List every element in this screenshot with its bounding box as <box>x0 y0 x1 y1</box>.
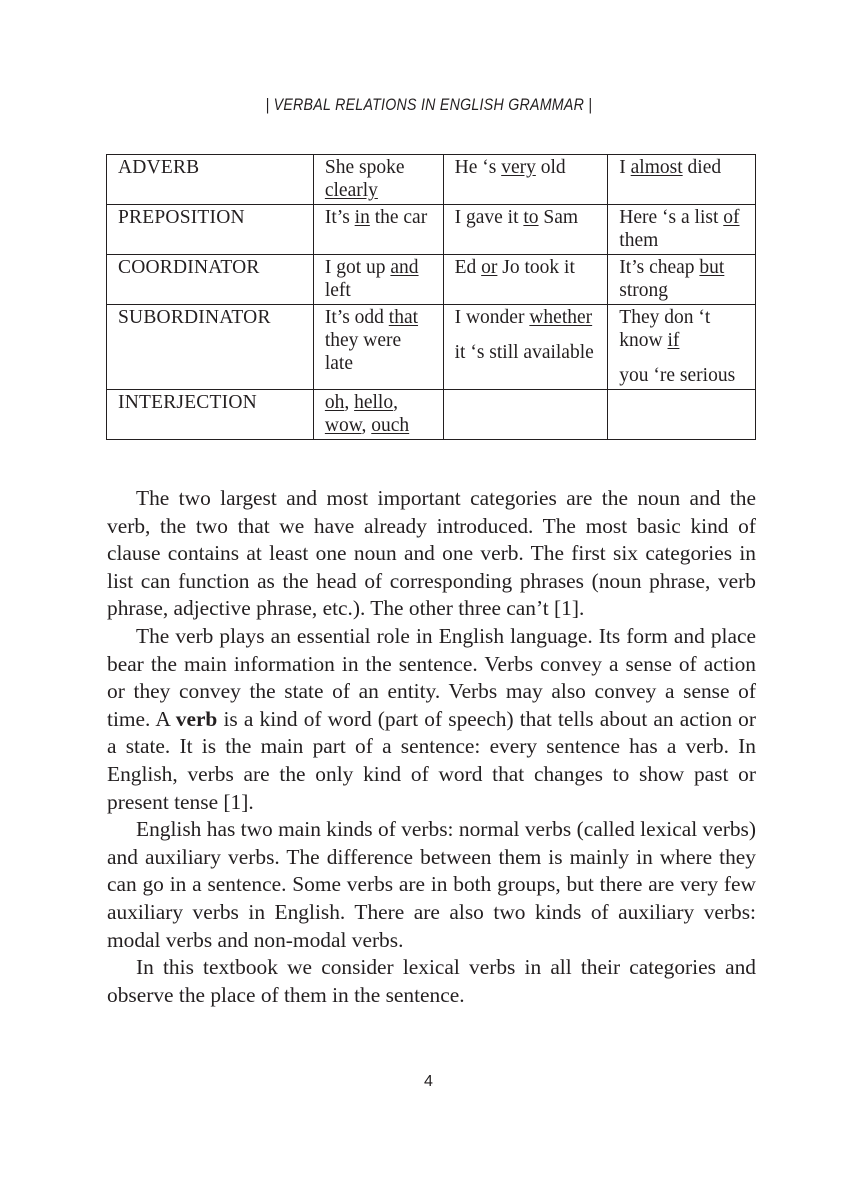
highlighted-word: of <box>723 207 740 228</box>
highlighted-word: and <box>390 257 419 278</box>
highlighted-word: ouch <box>371 415 410 436</box>
highlighted-word: wow <box>324 415 362 436</box>
empty-cell <box>608 390 756 440</box>
word-category-table <box>106 154 756 440</box>
example-cell: I gave it to Sam <box>443 205 608 255</box>
example-cell: I almost died <box>608 155 756 205</box>
highlighted-word: clearly <box>324 180 378 201</box>
highlighted-word: that <box>388 307 419 328</box>
category-cell: COORDINATOR <box>107 255 314 305</box>
paragraph: In this textbook we consider lexical verbs in all their categories and observe the place of them in the sentence. <box>107 955 756 1007</box>
example-cell: He ‘s very old <box>443 155 608 205</box>
body-text <box>107 485 756 1009</box>
table-row <box>107 305 756 390</box>
category-cell: ADVERB <box>107 155 314 205</box>
highlighted-word: but <box>699 257 725 278</box>
example-cell: She spoke clearly <box>313 155 443 205</box>
example-cell: oh, hello, wow, ouch <box>313 390 443 440</box>
highlighted-word: hello <box>354 392 394 413</box>
paragraph: The two largest and most important categories are the noun and the verb, the two that we have already introduced. The most basic kind of clause contains at least one noun and one verb. The first six categories in list can function as the head of corresponding phrases (noun phrase, verb phrase, adjective phrase, etc.). The other three can’t [1]. <box>107 486 756 621</box>
highlighted-word: whether <box>529 307 593 328</box>
example-cell: It’s in the car <box>313 205 443 255</box>
table-row <box>107 255 756 305</box>
category-cell: PREPOSITION <box>107 205 314 255</box>
table-row <box>107 390 756 440</box>
category-cell: SUBORDINATOR <box>107 305 314 390</box>
page-number: 4 <box>424 1073 433 1090</box>
highlighted-word: very <box>501 157 536 178</box>
highlighted-word: if <box>667 330 680 351</box>
example-cell: It’s cheap but strong <box>608 255 756 305</box>
category-cell: INTERJECTION <box>107 390 314 440</box>
example-cell: It’s odd that they were late <box>313 305 443 390</box>
highlighted-word: almost <box>630 157 683 178</box>
example-cell: I got up and left <box>313 255 443 305</box>
paragraph: English has two main kinds of verbs: normal verbs (called lexical verbs) and auxiliary verbs. The difference between them is mainly in where they can go in a sentence. Some verbs are in both groups, but there are very few auxiliary verbs in English. There are also two kinds of auxiliary verbs: modal verbs and non-modal verbs. <box>107 817 756 952</box>
running-head: | VERBAL RELATIONS IN ENGLISH GRAMMAR | <box>265 96 593 114</box>
continuation-text: it ‘s still available <box>454 342 594 363</box>
example-cell: They don ‘t know if you ‘re serious <box>608 305 756 390</box>
paragraph: The verb plays an essential role in English language. Its form and place bear the main information in the sentence. Verbs convey a sense of action or they convey the state of an entity. Verbs may also convey a sense of time. A verb is a kind of word (part of speech) that tells about an action or a state. It is the main part of a sentence: every sentence has a verb. In English, verbs are the only kind of word that changes to show past or present tense [1]. <box>107 623 756 814</box>
example-cell: Here ‘s a list of them <box>608 205 756 255</box>
example-cell: Ed or Jo took it <box>443 255 608 305</box>
bold-term: verb <box>175 706 218 731</box>
example-cell: I wonder whether it ‘s still available <box>443 305 608 390</box>
empty-cell <box>443 390 608 440</box>
continuation-text: you ‘re serious <box>619 365 736 386</box>
table-row <box>107 205 756 255</box>
highlighted-word: in <box>354 207 370 228</box>
highlighted-word: or <box>481 257 498 278</box>
highlighted-word: oh <box>324 392 345 413</box>
table-row <box>107 155 756 205</box>
highlighted-word: to <box>523 207 539 228</box>
